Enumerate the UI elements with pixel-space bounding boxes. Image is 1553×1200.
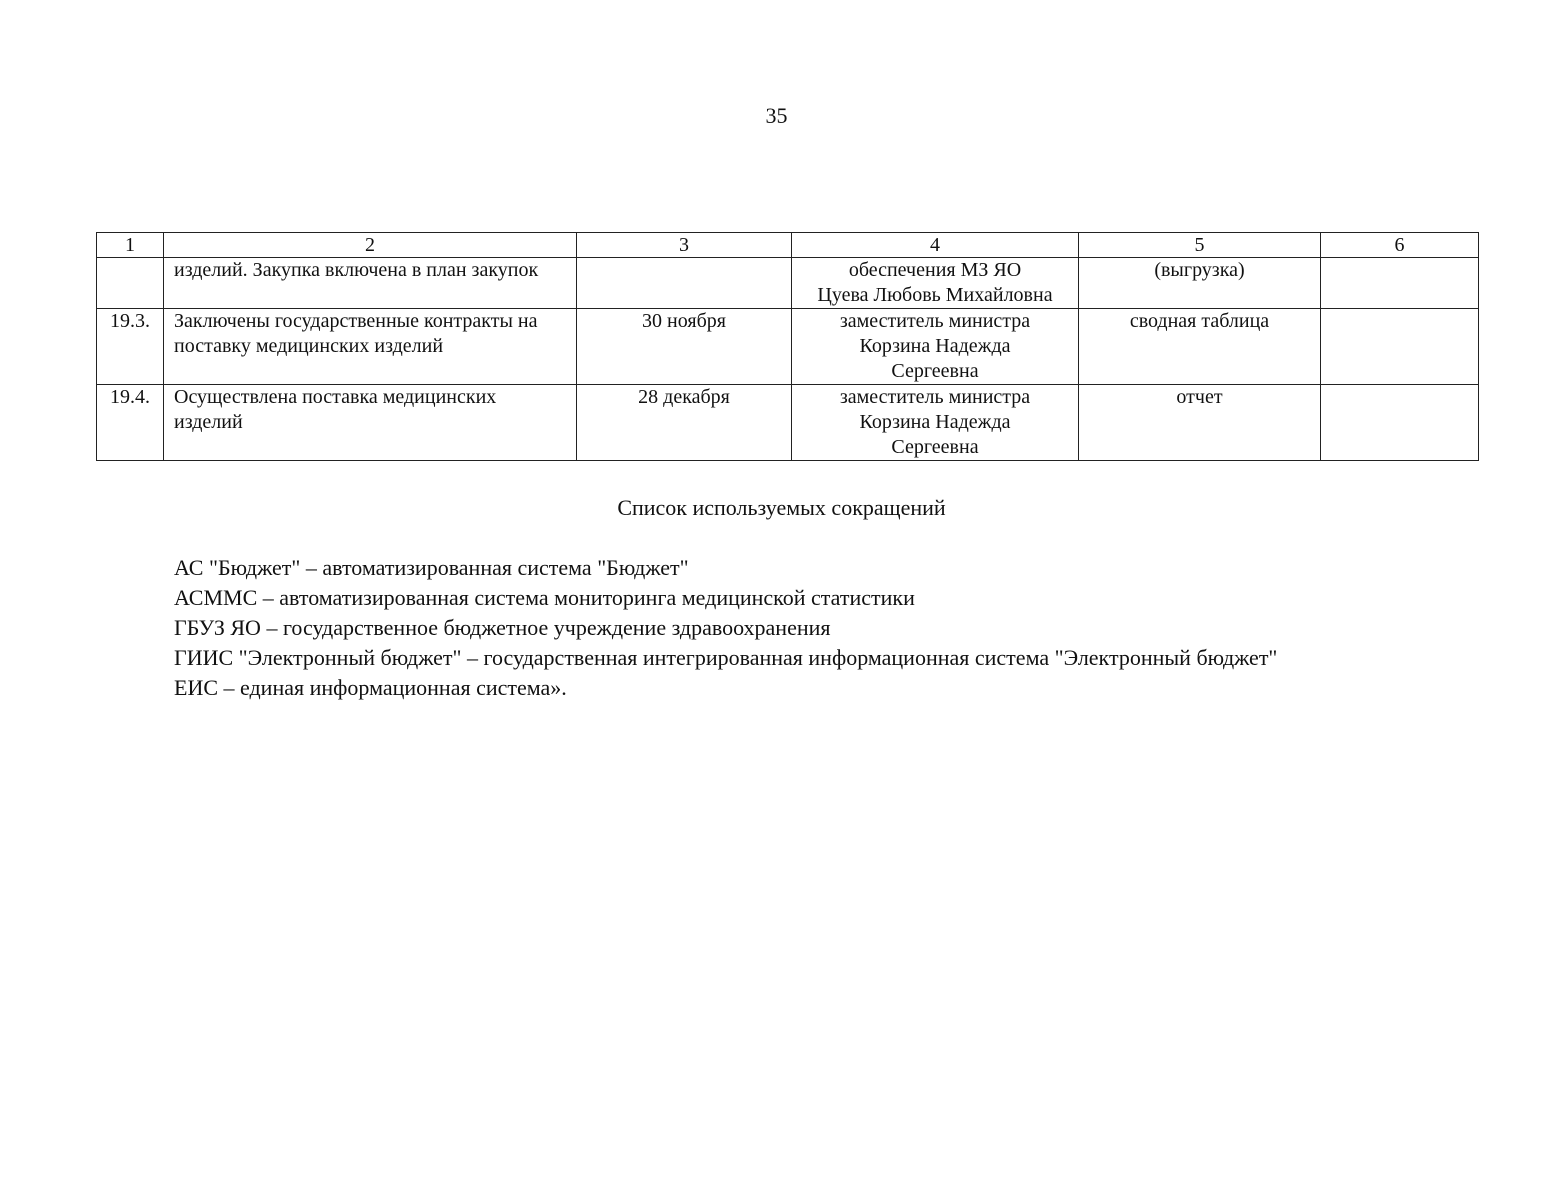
table-row	[97, 309, 1479, 385]
column-header: 5	[1079, 233, 1321, 258]
row-number: 19.4.	[97, 385, 164, 461]
row-number	[97, 258, 164, 309]
row-deadline: 30 ноября	[577, 309, 792, 385]
row-description: Осуществлена поставка медицинских изделий	[164, 385, 577, 461]
column-header: 2	[164, 233, 577, 258]
row-note	[1321, 309, 1479, 385]
responsible-line: обеспечения МЗ ЯО	[848, 259, 1022, 281]
responsible-line: Корзина Надежда	[859, 335, 1011, 357]
column-header: 3	[577, 233, 792, 258]
row-number: 19.3.	[97, 309, 164, 385]
responsible-line: Цуева Любовь Михайловна	[817, 284, 1053, 306]
table-header-row	[97, 233, 1479, 258]
row-description: изделий. Закупка включена в план закупок	[164, 258, 577, 309]
row-result: отчет	[1079, 385, 1321, 461]
abbreviations-list	[108, 553, 1453, 703]
row-result: сводная таблица	[1079, 309, 1321, 385]
responsible-line: заместитель министра	[839, 310, 1031, 332]
row-responsible	[792, 258, 1079, 309]
row-responsible	[792, 385, 1079, 461]
table-row	[97, 258, 1479, 309]
row-note	[1321, 385, 1479, 461]
row-description: Заключены государственные контракты на поставку медицинских изделий	[164, 309, 577, 385]
responsible-line: Сергеевна	[891, 436, 979, 458]
row-result: (выгрузка)	[1079, 258, 1321, 309]
abbreviation-item: ЕИС – единая информационная система».	[174, 675, 567, 700]
column-header: 6	[1321, 233, 1479, 258]
row-deadline: 28 декабря	[577, 385, 792, 461]
row-responsible	[792, 309, 1079, 385]
table-row	[97, 385, 1479, 461]
column-header: 4	[792, 233, 1079, 258]
responsible-line: заместитель министра	[839, 386, 1031, 408]
plan-table	[96, 232, 1479, 461]
abbreviation-item: ГБУЗ ЯО – государственное бюджетное учреждение здравоохранения	[174, 615, 831, 640]
page-number: 35	[765, 103, 788, 128]
responsible-line: Корзина Надежда	[859, 411, 1011, 433]
row-note	[1321, 258, 1479, 309]
row-deadline	[577, 258, 792, 309]
column-header: 1	[97, 233, 164, 258]
abbreviations-title: Список используемых сокращений	[617, 495, 946, 520]
abbreviation-item: АСММС – автоматизированная система мониторинга медицинской статистики	[174, 585, 915, 610]
abbreviation-item: АС "Бюджет" – автоматизированная система "Бюджет"	[174, 555, 689, 580]
abbreviation-item: ГИИС "Электронный бюджет" – государственная интегрированная информационная система "Электронный бюджет"	[174, 645, 1278, 670]
responsible-line: Сергеевна	[891, 360, 979, 382]
